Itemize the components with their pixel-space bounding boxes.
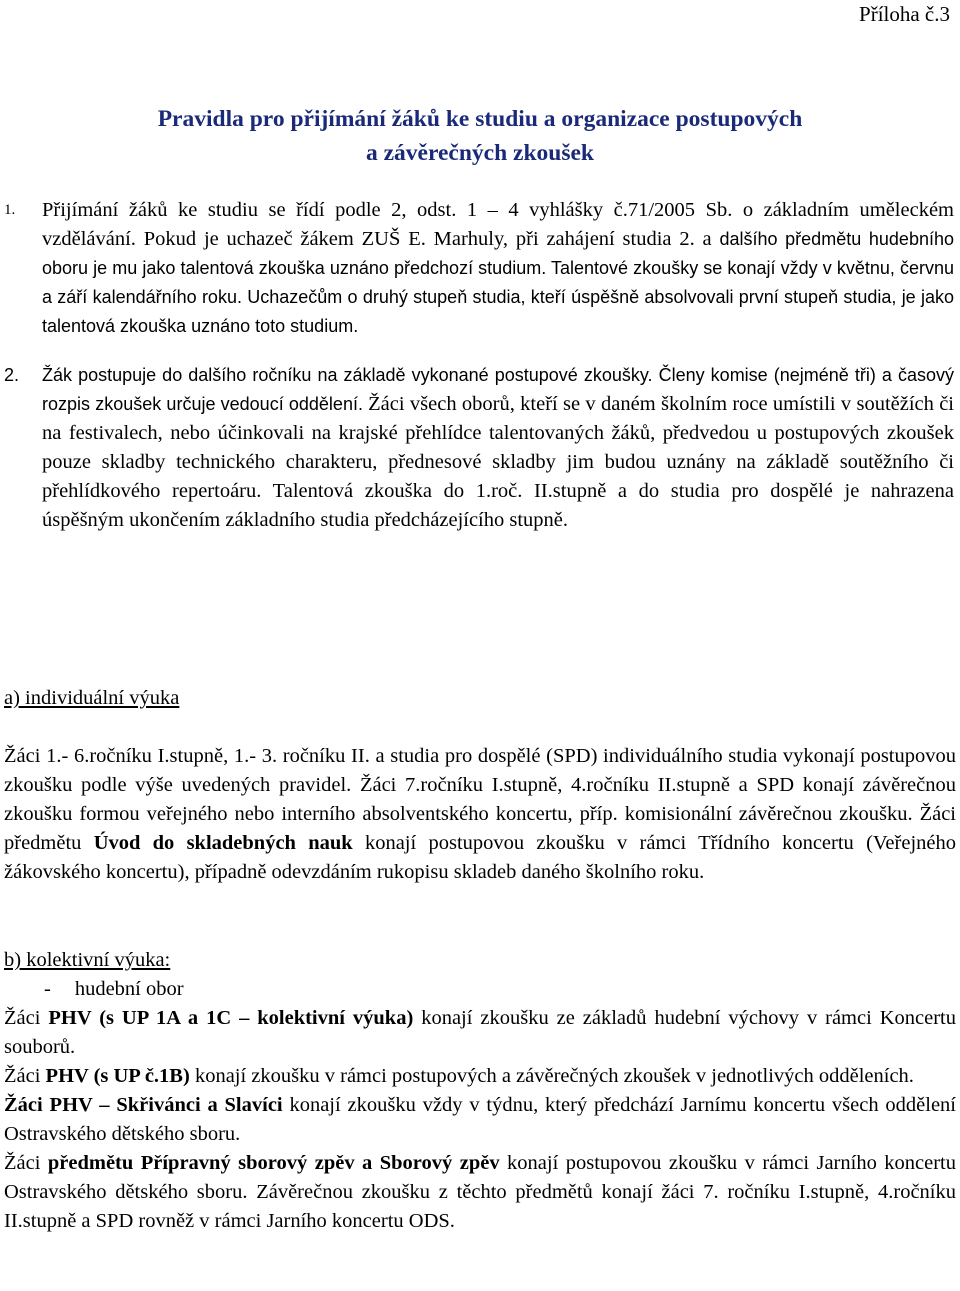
list-number: 1. <box>4 202 16 218</box>
title-line-2: a závěrečných zkoušek <box>365 140 594 166</box>
list-item-1 <box>0 196 960 341</box>
section-b-heading: b) kolektivní výuka: <box>4 949 171 971</box>
section-b-paragraph-4: Žáci předmětu Přípravný sborový zpěv a Sborový zpěv konají postupovou zkoušku v rámci Jarního koncertu Ostravského dětského sboru. Závěrečnou zkoušku z těchto předmětů konají žáci 7. ročníku I.stupně, 4.ročníku II.stupně a SPD rovněž v rámci Jarního koncertu ODS. <box>4 1152 956 1232</box>
section-a-paragraph: Žáci 1.- 6.ročníku I.stupně, 1.- 3. ročníku II. a studia pro dospělé (SPD) individuálního studia vykonají postupovou zkoušku podle výše uvedených pravidel. Žáci 7.ročníku I.stupně, 4.ročníku II.stupně a SPD konají závěrečnou zkoušku formou veřejného nebo interního absolventského koncertu, příp. komisionální závěrečnou zkoušku. Žáci předmětu Úvod do skladebných nauk konají postupovou zkoušku v rámci Třídního koncertu (Veřejného žákovského koncertu), případně odevzdáním rukopisu skladeb daného školního roku. <box>4 745 956 883</box>
section-a-heading: a) individuální výuka <box>4 687 180 709</box>
numbered-list <box>0 196 960 535</box>
section-b <box>4 946 956 1236</box>
title-line-1: Pravidla pro přijímání žáků ke studiu a organizace postupových <box>157 106 803 132</box>
list-item-2 <box>0 361 960 535</box>
section-b-paragraph-3: Žáci PHV – Skřivánci a Slavíci konají zkoušku vždy v týdnu, který předchází Jarnímu koncertu všech oddělení Ostravského dětského sboru. <box>4 1094 956 1145</box>
item-text: Žáci všech oborů, kteří se v daném školním roce umístili v soutěžích či na festivalech, nebo účinkovali na krajské přehlídce talentovaných žáků, předvedou u postupových zkoušek pouze skladby technického charakteru, přednesové skladby jim budou uznány na základě soutěžního či přehlídkového repertoáru. Talentová zkouška do 1.roč. II.stupně a do studia pro dospělé je nahrazena úspěšným ukončením základního studia předcházejícího stupně. <box>42 393 955 531</box>
section-b-paragraph-2: Žáci PHV (s UP č.1B) konají zkoušku v rámci postupových a závěrečných zkoušek v jednotlivých odděleních. <box>4 1065 914 1087</box>
document-title <box>0 102 960 170</box>
item-text: dalšího předmětu hudebního oboru je mu jako talentová zkouška uznáno předchozí studium. Talentové zkoušky se konají vždy v květnu, červnu a září kalendářního roku. Uchazečům o druhý stupeň studia, kteří úspěšně absolvovali první stupeň studia, je jako talentová zkouška uznáno toto studium. <box>42 229 954 336</box>
section-b-paragraph-1: Žáci PHV (s UP 1A a 1C – kolektivní výuka) konají zkoušku ze základů hudební výchovy v rámci Koncertu souborů. <box>4 1007 956 1058</box>
section-a <box>4 684 956 887</box>
section-b-bullet: - hudební obor <box>44 978 184 1000</box>
annex-label: Příloha č.3 <box>859 2 950 26</box>
list-number: 2. <box>4 365 20 385</box>
item-text: Přijímání žáků ke studiu se řídí podle 2, odst. 1 – 4 vyhlášky č.71/2005 Sb. o základním uměleckém vzdělávání. Pokud je uchazeč žákem ZUŠ E. Marhuly, při zahájení studia 2. a <box>42 199 954 250</box>
item-text: Žák postupuje do dalšího ročníku na základě vykonané postupové zkoušky. Členy komise (nejméně tři) a časový rozpis zkoušek určuje vedoucí oddělení. <box>42 365 954 414</box>
